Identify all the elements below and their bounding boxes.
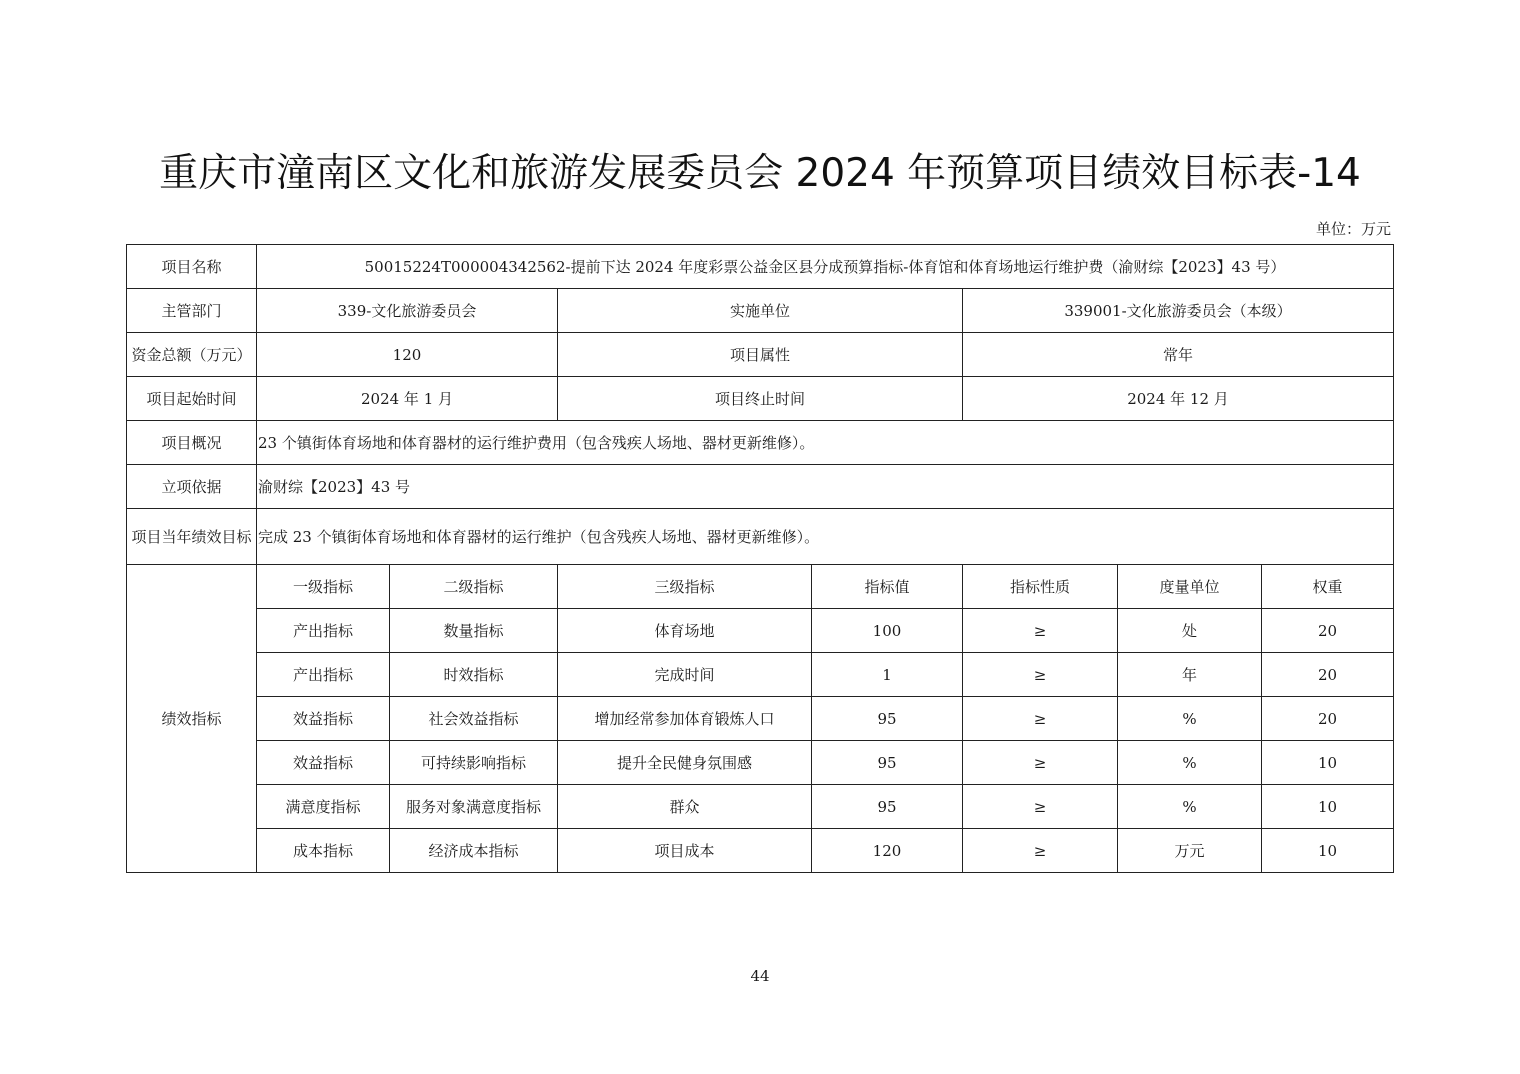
attr-value: 常年	[963, 333, 1394, 377]
nature-cell: ≥	[963, 697, 1118, 741]
level2-cell: 服务对象满意度指标	[390, 785, 558, 829]
header-level3: 三级指标	[558, 565, 812, 609]
weight-cell: 20	[1262, 609, 1394, 653]
fund-value: 120	[257, 333, 558, 377]
impl-unit-label: 实施单位	[558, 289, 963, 333]
page-title: 重庆市潼南区文化和旅游发展委员会 2024 年预算项目绩效目标表-14	[159, 151, 1361, 196]
level2-cell: 时效指标	[390, 653, 558, 697]
row-basis	[127, 465, 1394, 509]
indicators-section-label: 绩效指标	[127, 565, 257, 873]
row-fund	[127, 333, 1394, 377]
table-row	[127, 609, 1394, 653]
performance-target-table	[126, 244, 1394, 873]
value-cell: 95	[812, 697, 963, 741]
unit-cell: 万元	[1118, 829, 1262, 873]
project-name-value: 50015224T000004342562-提前下达 2024 年度彩票公益金区县分成预算指标-体育馆和体育场地运行维护费（渝财综【2023】43 号）	[257, 245, 1394, 289]
level1-cell: 效益指标	[257, 741, 390, 785]
weight-cell: 20	[1262, 653, 1394, 697]
fund-label: 资金总额（万元）	[127, 333, 257, 377]
unit-cell: %	[1118, 697, 1262, 741]
basis-value: 渝财综【2023】43 号	[257, 465, 1394, 509]
end-value: 2024 年 12 月	[963, 377, 1394, 421]
row-project-name	[127, 245, 1394, 289]
indicator-header-row	[127, 565, 1394, 609]
table-row	[127, 697, 1394, 741]
table-row	[127, 785, 1394, 829]
dept-label: 主管部门	[127, 289, 257, 333]
value-cell: 95	[812, 741, 963, 785]
overview-value: 23 个镇街体育场地和体育器材的运行维护费用（包含残疾人场地、器材更新维修）。	[257, 421, 1394, 465]
row-department	[127, 289, 1394, 333]
dept-value: 339-文化旅游委员会	[257, 289, 558, 333]
header-unit: 度量单位	[1118, 565, 1262, 609]
level2-cell: 可持续影响指标	[390, 741, 558, 785]
goal-label: 项目当年绩效目标	[127, 509, 257, 565]
level2-cell: 数量指标	[390, 609, 558, 653]
goal-value: 完成 23 个镇街体育场地和体育器材的运行维护（包含残疾人场地、器材更新维修）。	[257, 509, 1394, 565]
nature-cell: ≥	[963, 609, 1118, 653]
project-name-label: 项目名称	[127, 245, 257, 289]
weight-cell: 10	[1262, 785, 1394, 829]
level2-cell: 经济成本指标	[390, 829, 558, 873]
end-label: 项目终止时间	[558, 377, 963, 421]
row-overview	[127, 421, 1394, 465]
table-row	[127, 653, 1394, 697]
value-cell: 120	[812, 829, 963, 873]
weight-cell: 10	[1262, 741, 1394, 785]
start-label: 项目起始时间	[127, 377, 257, 421]
row-goal	[127, 509, 1394, 565]
value-cell: 1	[812, 653, 963, 697]
header-value: 指标值	[812, 565, 963, 609]
level2-cell: 社会效益指标	[390, 697, 558, 741]
start-value: 2024 年 1 月	[257, 377, 558, 421]
level3-cell: 项目成本	[558, 829, 812, 873]
level1-cell: 产出指标	[257, 609, 390, 653]
level3-cell: 完成时间	[558, 653, 812, 697]
nature-cell: ≥	[963, 653, 1118, 697]
unit-label: 单位：万元	[1315, 220, 1391, 238]
nature-cell: ≥	[963, 741, 1118, 785]
level3-cell: 提升全民健身氛围感	[558, 741, 812, 785]
row-time	[127, 377, 1394, 421]
unit-cell: 年	[1118, 653, 1262, 697]
table-row	[127, 741, 1394, 785]
header-level1: 一级指标	[257, 565, 390, 609]
unit-cell: %	[1118, 741, 1262, 785]
weight-cell: 20	[1262, 697, 1394, 741]
table-row	[127, 829, 1394, 873]
overview-label: 项目概况	[127, 421, 257, 465]
level1-cell: 满意度指标	[257, 785, 390, 829]
value-cell: 95	[812, 785, 963, 829]
value-cell: 100	[812, 609, 963, 653]
header-nature: 指标性质	[963, 565, 1118, 609]
unit-cell: %	[1118, 785, 1262, 829]
page-number: 44	[750, 967, 770, 985]
nature-cell: ≥	[963, 785, 1118, 829]
attr-label: 项目属性	[558, 333, 963, 377]
weight-cell: 10	[1262, 829, 1394, 873]
header-level2: 二级指标	[390, 565, 558, 609]
level1-cell: 产出指标	[257, 653, 390, 697]
unit-cell: 处	[1118, 609, 1262, 653]
header-weight: 权重	[1262, 565, 1394, 609]
nature-cell: ≥	[963, 829, 1118, 873]
level1-cell: 成本指标	[257, 829, 390, 873]
level3-cell: 增加经常参加体育锻炼人口	[558, 697, 812, 741]
level3-cell: 体育场地	[558, 609, 812, 653]
level1-cell: 效益指标	[257, 697, 390, 741]
level3-cell: 群众	[558, 785, 812, 829]
impl-unit-value: 339001-文化旅游委员会（本级）	[963, 289, 1394, 333]
basis-label: 立项依据	[127, 465, 257, 509]
